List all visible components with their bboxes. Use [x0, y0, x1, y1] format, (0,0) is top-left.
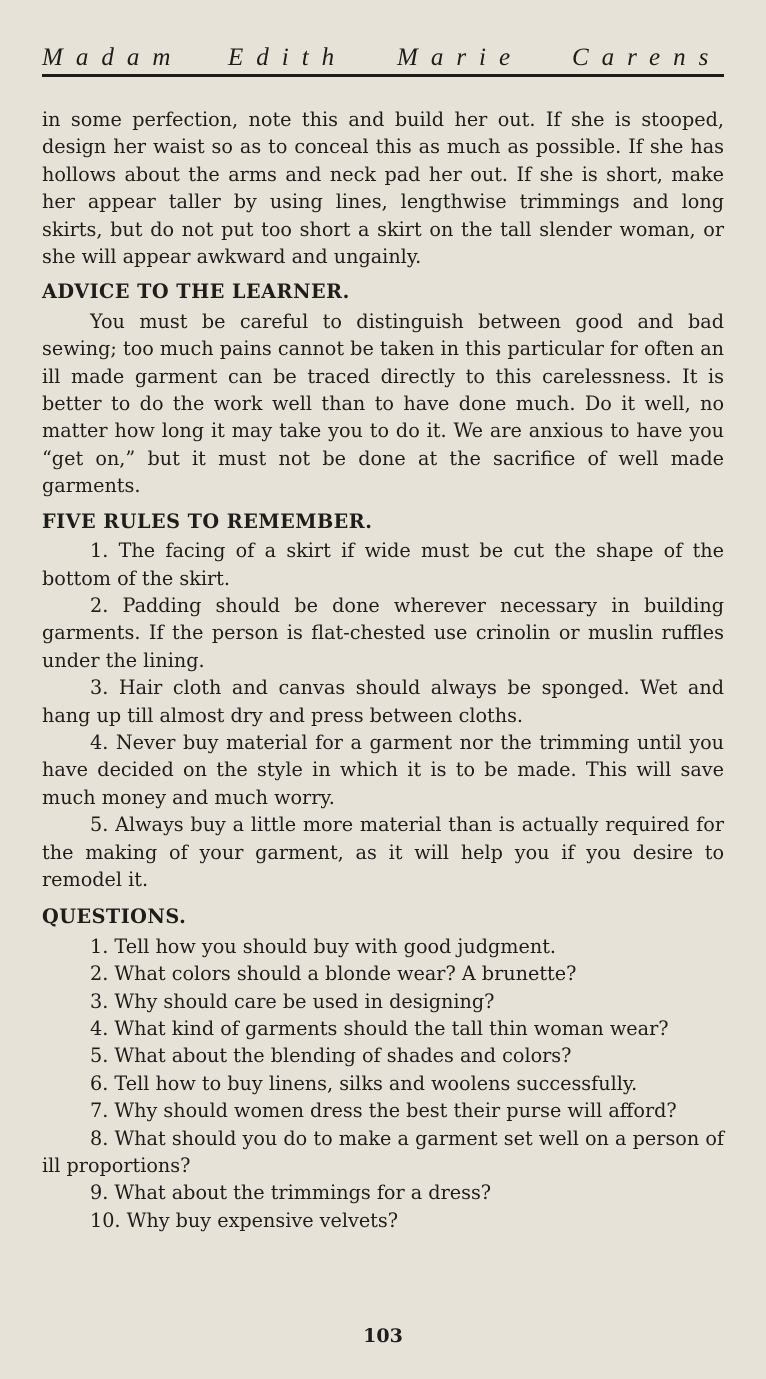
- question-item: 3. Why should care be used in designing?: [90, 989, 495, 1013]
- header-rule: [42, 74, 724, 77]
- question-item: 8. What should you do to make a garment set well on a person of ill proportions?: [42, 1126, 724, 1178]
- question-item: 2. What colors should a blonde wear? A brunette?: [90, 962, 577, 986]
- question-item: 5. What about the blending of shades and colors?: [90, 1044, 572, 1068]
- header-word: Marie: [397, 44, 524, 71]
- question-item: 10. Why buy expensive velvets?: [90, 1208, 399, 1232]
- page-number: 103: [363, 1325, 403, 1347]
- header-word: Carens: [572, 44, 722, 71]
- header-word: Edith: [228, 44, 348, 71]
- rule-item: 1. The facing of a skirt if wide must be cut the shape of the bottom of the skirt.: [42, 539, 724, 590]
- page-body: [42, 106, 724, 1234]
- question-item: 9. What about the trimmings for a dress?: [90, 1181, 492, 1205]
- section-heading-questions: QUESTIONS.: [42, 905, 187, 929]
- rule-item: 5. Always buy a little more material than is actually required for the making of your garment, as it will help you if you desire to remodel it.: [42, 813, 724, 891]
- question-item: 4. What kind of garments should the tall thin woman wear?: [90, 1017, 669, 1040]
- advice-paragraph: You must be careful to distinguish between good and bad sewing; too much pains cannot be taken in this particular for often an ill made garment can be traced directly to this carelessness. It is better to do the work well than to have done much. Do it well, no matter how long it may take you to do it. We are anxious to have you “get on,” but it must not be done at the sacrifice of well made garments.: [42, 309, 724, 498]
- question-item: 6. Tell how to buy linens, silks and woolens successfully.: [90, 1071, 638, 1095]
- question-item: 7. Why should women dress the best their purse will afford?: [90, 1099, 677, 1123]
- section-heading-advice: ADVICE TO THE LEARNER.: [42, 280, 350, 304]
- rule-item: 4. Never buy material for a garment nor the trimming until you have decided on the style in which it is to be made. This will save much money and much worry.: [42, 730, 724, 809]
- rule-item: 3. Hair cloth and canvas should always be sponged. Wet and hang up till almost dry and press between cloths.: [42, 676, 724, 727]
- section-heading-rules: FIVE RULES TO REMEMBER.: [42, 509, 373, 533]
- header-word: Madam: [42, 44, 184, 71]
- rule-item: 2. Padding should be done wherever necessary in building garments. If the person is flat-chested use crinolin or muslin ruffles under the lining.: [42, 593, 724, 672]
- intro-paragraph: in some perfection, note this and build her out. If she is stooped, design her waist so as to conceal this as much as possible. If she has hollows about the arms and neck pad her out. If she is short, make her appear taller by using lines, lengthwise trimmings and long skirts, but do not put too short a skirt on the tall slender woman, or she will appear awkward and ungainly.: [42, 108, 724, 269]
- question-item: 1. Tell how you should buy with good judgment.: [90, 934, 557, 958]
